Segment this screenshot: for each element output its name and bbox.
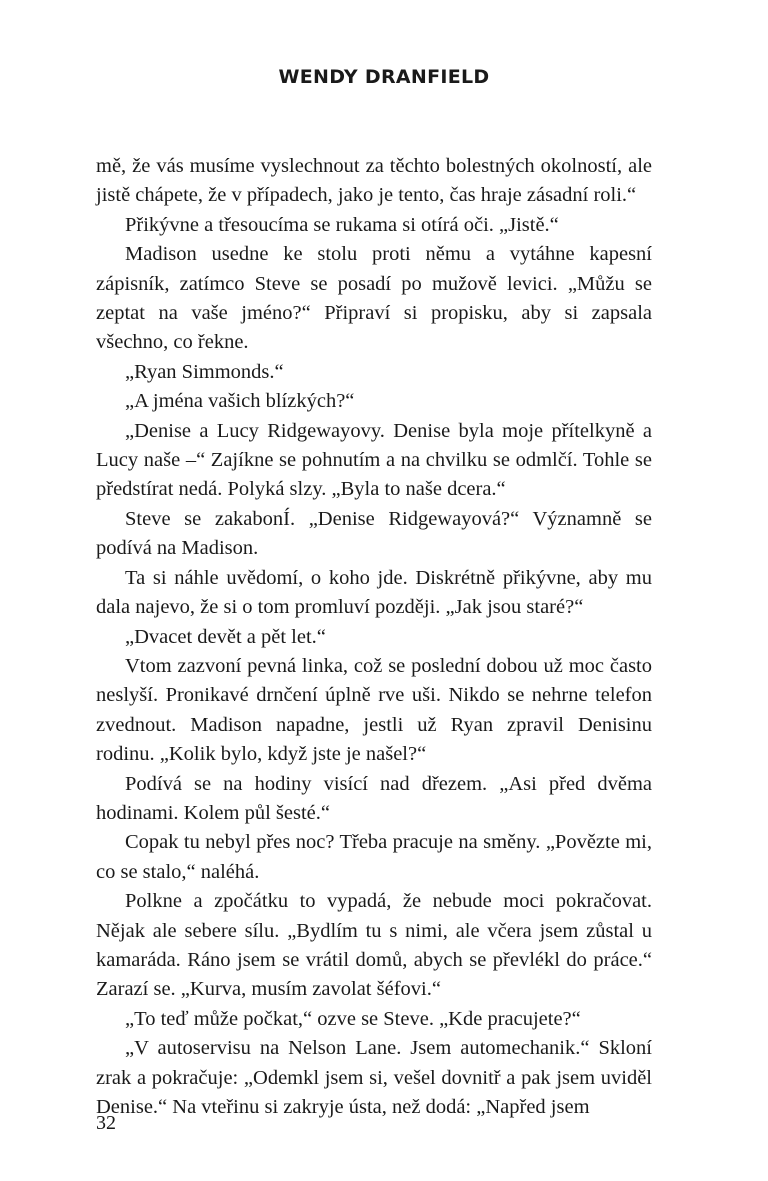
paragraph: Copak tu nebyl přes noc? Třeba pracuje na směny. „Povězte mi, co se stalo,“ naléhá.	[96, 831, 652, 883]
paragraph-continued: mě, že vás musíme vyslechnout za těchto bolestných okolností, ale jistě chápete, že v případech, jako je tento, čas hraje zásadní roli.“	[96, 155, 652, 207]
paragraph: „Denise a Lucy Ridgewayovy. Denise byla moje přítelkyně a Lucy naše –“ Zajíkne se pohnutím a na chvilku se odmlčí. Tohle se předstírat nedá. Polyká slzy. „Byla to naše dcera.“	[96, 419, 652, 501]
running-header: WENDY DRANFIELD	[278, 66, 490, 88]
paragraph: Madison usedne ke stolu proti němu a vytáhne kapesní zápisník, zatímco Steve se posadí po mužově levici. „Můžu se zeptat na vaše jméno?“ Připraví si propisku, aby si zapsala všechno, co řekne.	[96, 243, 652, 354]
page-number: 32	[96, 1112, 116, 1134]
paragraph: Vtom zazvoní pevná linka, což se poslední dobou už moc často neslyší. Pronikavé drnčení úplně rve uši. Nikdo se nehrne telefon zvednout. Madison napadne, jestli už Ryan zpravil Denisinu rodinu. „Kolik bylo, když jste je našel?“	[96, 654, 652, 766]
paragraph: „V autoservisu na Nelson Lane. Jsem automechanik.“ Skloní zrak a pokračuje: „Odemkl jsem si, vešel dovnitř a pak jsem uviděl Denise.“ Na vteřinu si zakryje ústa, než dodá: „Napřed jsem	[96, 1037, 652, 1118]
paragraph: Polkne a zpočátku to vypadá, že nebude moci pokračovat. Nějak ale sebere sílu. „Bydlím tu s nimi, ale včera jsem zůstal u kamaráda. Ráno jsem se vrátil domů, abych se převlékl do práce.“ Zarazí se. „Kurva, musím zavolat šéfovi.“	[96, 890, 652, 1001]
paragraph: Ta si náhle uvědomí, o koho jde. Diskrétně přikývne, aby mu dala najevo, že si o tom promluví později. „Jak jsou staré?“	[96, 566, 652, 619]
paragraph: Steve se zakabonÍ. „Denise Ridgewayová?“ Významně se podívá na Madison.	[96, 507, 652, 560]
paragraph: „A jména vašich blízkých?“	[125, 390, 355, 413]
paragraph: „To teď může počkat,“ ozve se Steve. „Kde pracujete?“	[125, 1007, 581, 1030]
paragraph: „Ryan Simmonds.“	[125, 360, 284, 383]
paragraph: „Dvacet devět a pět let.“	[125, 625, 326, 648]
body-text	[96, 152, 652, 1122]
paragraph: Přikývne a třesoucíma se rukama si otírá oči. „Jistě.“	[125, 213, 559, 236]
paragraph: Podívá se na hodiny visící nad dřezem. „Asi před dvěma hodinami. Kolem půl šesté.“	[96, 772, 652, 824]
